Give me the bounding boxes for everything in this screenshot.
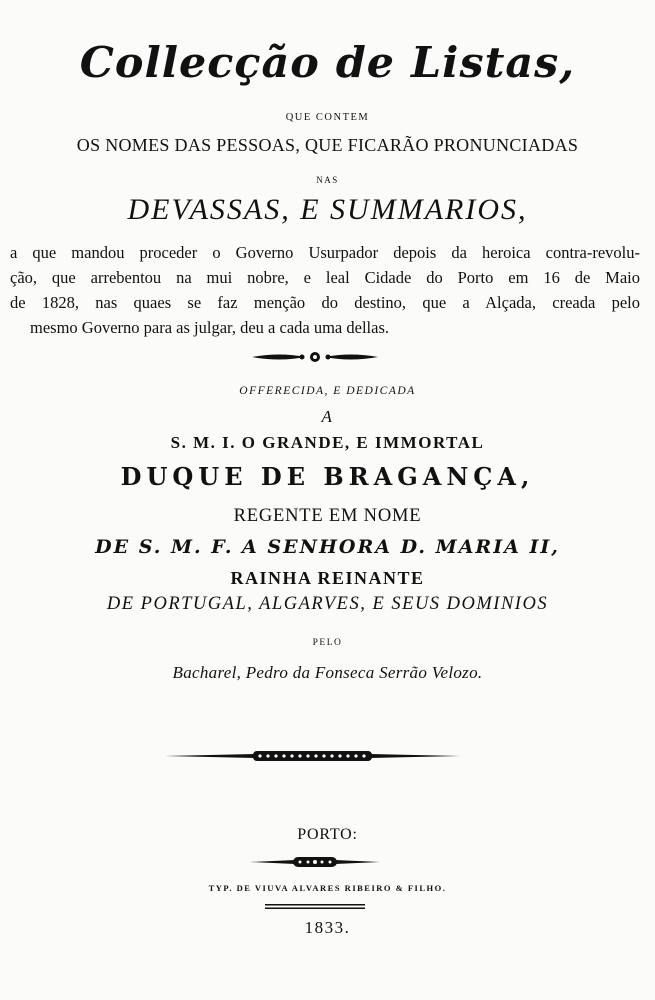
paragraph-line: a que mandou proceder o Governo Usurpador depois da heroica contra-revolu- <box>10 243 640 262</box>
year-line: 1833. <box>304 918 351 937</box>
ornament-divider-city <box>250 854 380 870</box>
duque-heading: DUQUE DE BRAGANÇA, <box>120 462 535 491</box>
author-line: Bacharel, Pedro da Fonseca Serrão Velozo. <box>172 663 483 682</box>
de-portugal-line: DE PORTUGAL, ALGARVES, E SEUS DOMINIOS <box>106 594 549 614</box>
double-rule <box>265 904 365 910</box>
paragraph-line: de 1828, nas quaes se faz menção do destino, que a Alçada, creada pelo <box>10 293 640 312</box>
printer-line: TYP. DE VIUVA ALVARES RIBEIRO & FILHO. <box>208 883 447 893</box>
de-sm-f-line: DE S. M. F. A SENHORA D. MARIA II, <box>95 536 560 558</box>
offerecida-line: OFFERECIDA, E DEDICADA <box>239 385 416 397</box>
paragraph-line: mesmo Governo para as julgar, deu a cada uma dellas. <box>30 318 389 337</box>
sm-i-line: S. M. I. O GRANDE, E IMMORTAL <box>170 433 485 452</box>
regente-line: REGENTE EM NOME <box>233 506 422 526</box>
ornament-divider-long <box>165 746 460 766</box>
devassas-heading: DEVASSAS, E SUMMARIOS, <box>127 193 528 226</box>
subtitle: OS NOMES DAS PESSOAS, QUE FICARÃO PRONUNCIADAS <box>76 135 579 155</box>
que-contem-line: QUE CONTEM <box>285 112 370 123</box>
description-paragraph <box>10 240 640 340</box>
main-title: Collecção de Listas, <box>79 38 576 87</box>
pelo-line: PELO <box>312 638 343 648</box>
a-line: A <box>321 407 334 426</box>
nas-line: NAS <box>316 175 339 185</box>
ornament-divider-small <box>250 348 380 366</box>
city-line: PORTO: <box>297 826 358 843</box>
paragraph-line: ção, que arrebentou na mui nobre, e leal Cidade do Porto em 16 de Maio <box>10 268 640 287</box>
rainha-line: RAINHA REINANTE <box>230 568 425 588</box>
